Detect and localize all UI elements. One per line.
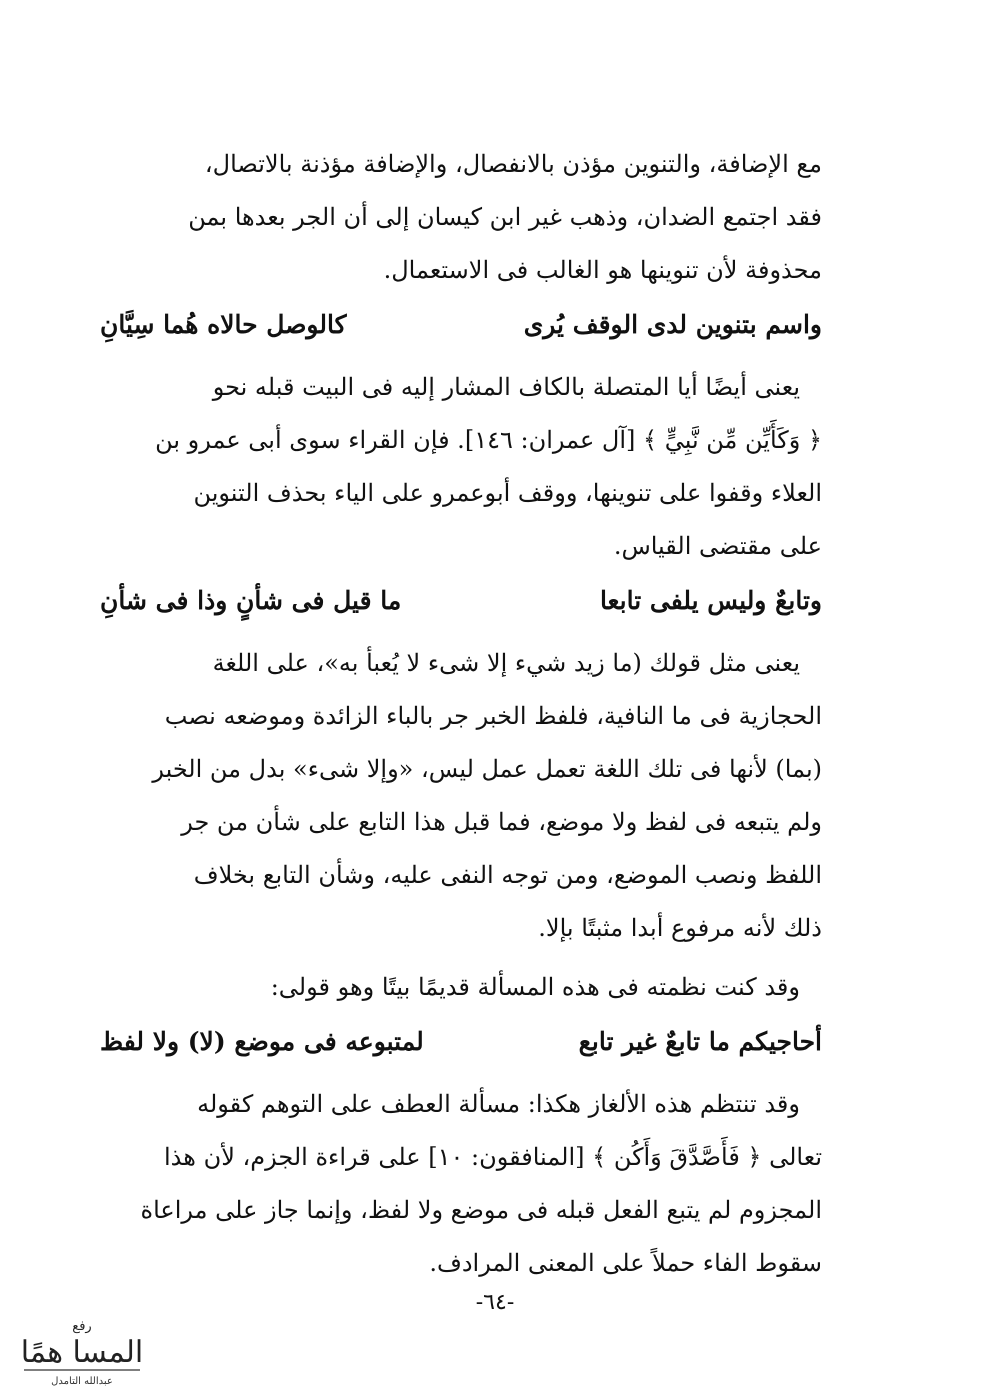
verse-hemistich-left: كالوصل حالاه هُما سِيَّانِ — [100, 310, 347, 339]
text-line: وقد تنتظم هذه الألغاز هكذا: مسألة العطف على التوهم كقوله — [197, 1090, 800, 1118]
text-line: يعنى مثل قولك (ما زيد شيء إلا شىء لا يُعبأ به»، على اللغة — [212, 649, 800, 677]
paragraph-1 — [100, 138, 822, 297]
text-line: ذلك لأنه مرفوع أبدا مثبتًا بإلا. — [538, 914, 822, 942]
verse-hemistich-right: أحاجيكم ما تابعٌ غير تابع — [578, 1027, 822, 1056]
text-line: (بما) لأنها فى تلك اللغة تعمل عمل ليس، «وإلا شىء» بدل من الخبر — [152, 755, 822, 783]
verse-hemistich-left: لمتبوعه فى موضع (لا) ولا لفظ — [100, 1027, 424, 1056]
text-line: محذوفة لأن تنوينها هو الغالب فى الاستعمال. — [383, 256, 822, 284]
verse-hemistich-right: وتابعٌ وليس يلفى تابعا — [599, 586, 822, 615]
verse-3 — [100, 1014, 822, 1070]
publisher-seal-logo — [12, 1312, 152, 1392]
verse-hemistich-left: ما قيل فى شأنٍ وذا فى شأنِ — [100, 586, 402, 615]
seal-main-text: المسا همًا — [20, 1335, 144, 1370]
verse-2 — [100, 573, 822, 629]
text-line: مع الإضافة، والتنوين مؤذن بالانفصال، والإضافة مؤذنة بالاتصال، — [204, 150, 822, 178]
paragraph-4 — [100, 961, 822, 1014]
text-line: ولم يتبعه فى لفظ ولا موضع، فما قبل هذا التابع على شأن من جر — [181, 808, 822, 836]
text-line: اللفظ ونصب الموضع، ومن توجه النفى عليه، وشأن التابع بخلاف — [193, 861, 822, 889]
text-line: على مقتضى القياس. — [613, 532, 822, 560]
verse-1 — [100, 297, 822, 353]
text-line: تعالى ﴿ فَأَصَّدَّقَ وَأَكُن ﴾ [المنافقون: ١٠] على قراءة الجزم، لأن هذا — [164, 1143, 822, 1171]
page-number: -٦٤- — [475, 1290, 515, 1315]
text-line: وقد كنت نظمته فى هذه المسألة قديمًا بيتًا وهو قولى: — [270, 973, 800, 1001]
verse-hemistich-right: واسم بتنوين لدى الوقف يُرى — [523, 310, 822, 339]
text-line: الحجازية فى ما النافية، فلفظ الخبر جر بالباء الزائدة وموضعه نصب — [164, 702, 822, 730]
paragraph-5 — [100, 1078, 822, 1290]
text-line: سقوط الفاء حملاً على المعنى المرادف. — [429, 1249, 822, 1277]
text-line: العلاء وقفوا على تنوينها، ووقف أبوعمرو على الياء بحذف التنوين — [193, 479, 822, 507]
text-line: المجزوم لم يتبع الفعل قبله فى موضع ولا لفظ، وإنما جاز على مراعاة — [140, 1196, 822, 1224]
paragraph-3 — [100, 637, 822, 955]
page-body — [100, 138, 822, 1290]
paragraph-2 — [100, 361, 822, 573]
text-line: فقد اجتمع الضدان، وذهب غير ابن كيسان إلى أن الجر بعدها بمن — [188, 203, 822, 231]
text-line: ﴿ وَكَأَيِّن مِّن نَّبِيٍّ ﴾ [آل عمران: ١٤٦]. فإن القراء سوى أبى عمرو بن — [155, 426, 822, 454]
seal-top-text: رفع — [72, 1319, 92, 1334]
seal-sub-text: عبدالله التامدل — [51, 1376, 113, 1387]
text-line: يعنى أيضًا أيا المتصلة بالكاف المشار إليه فى البيت قبله نحو — [212, 373, 800, 401]
